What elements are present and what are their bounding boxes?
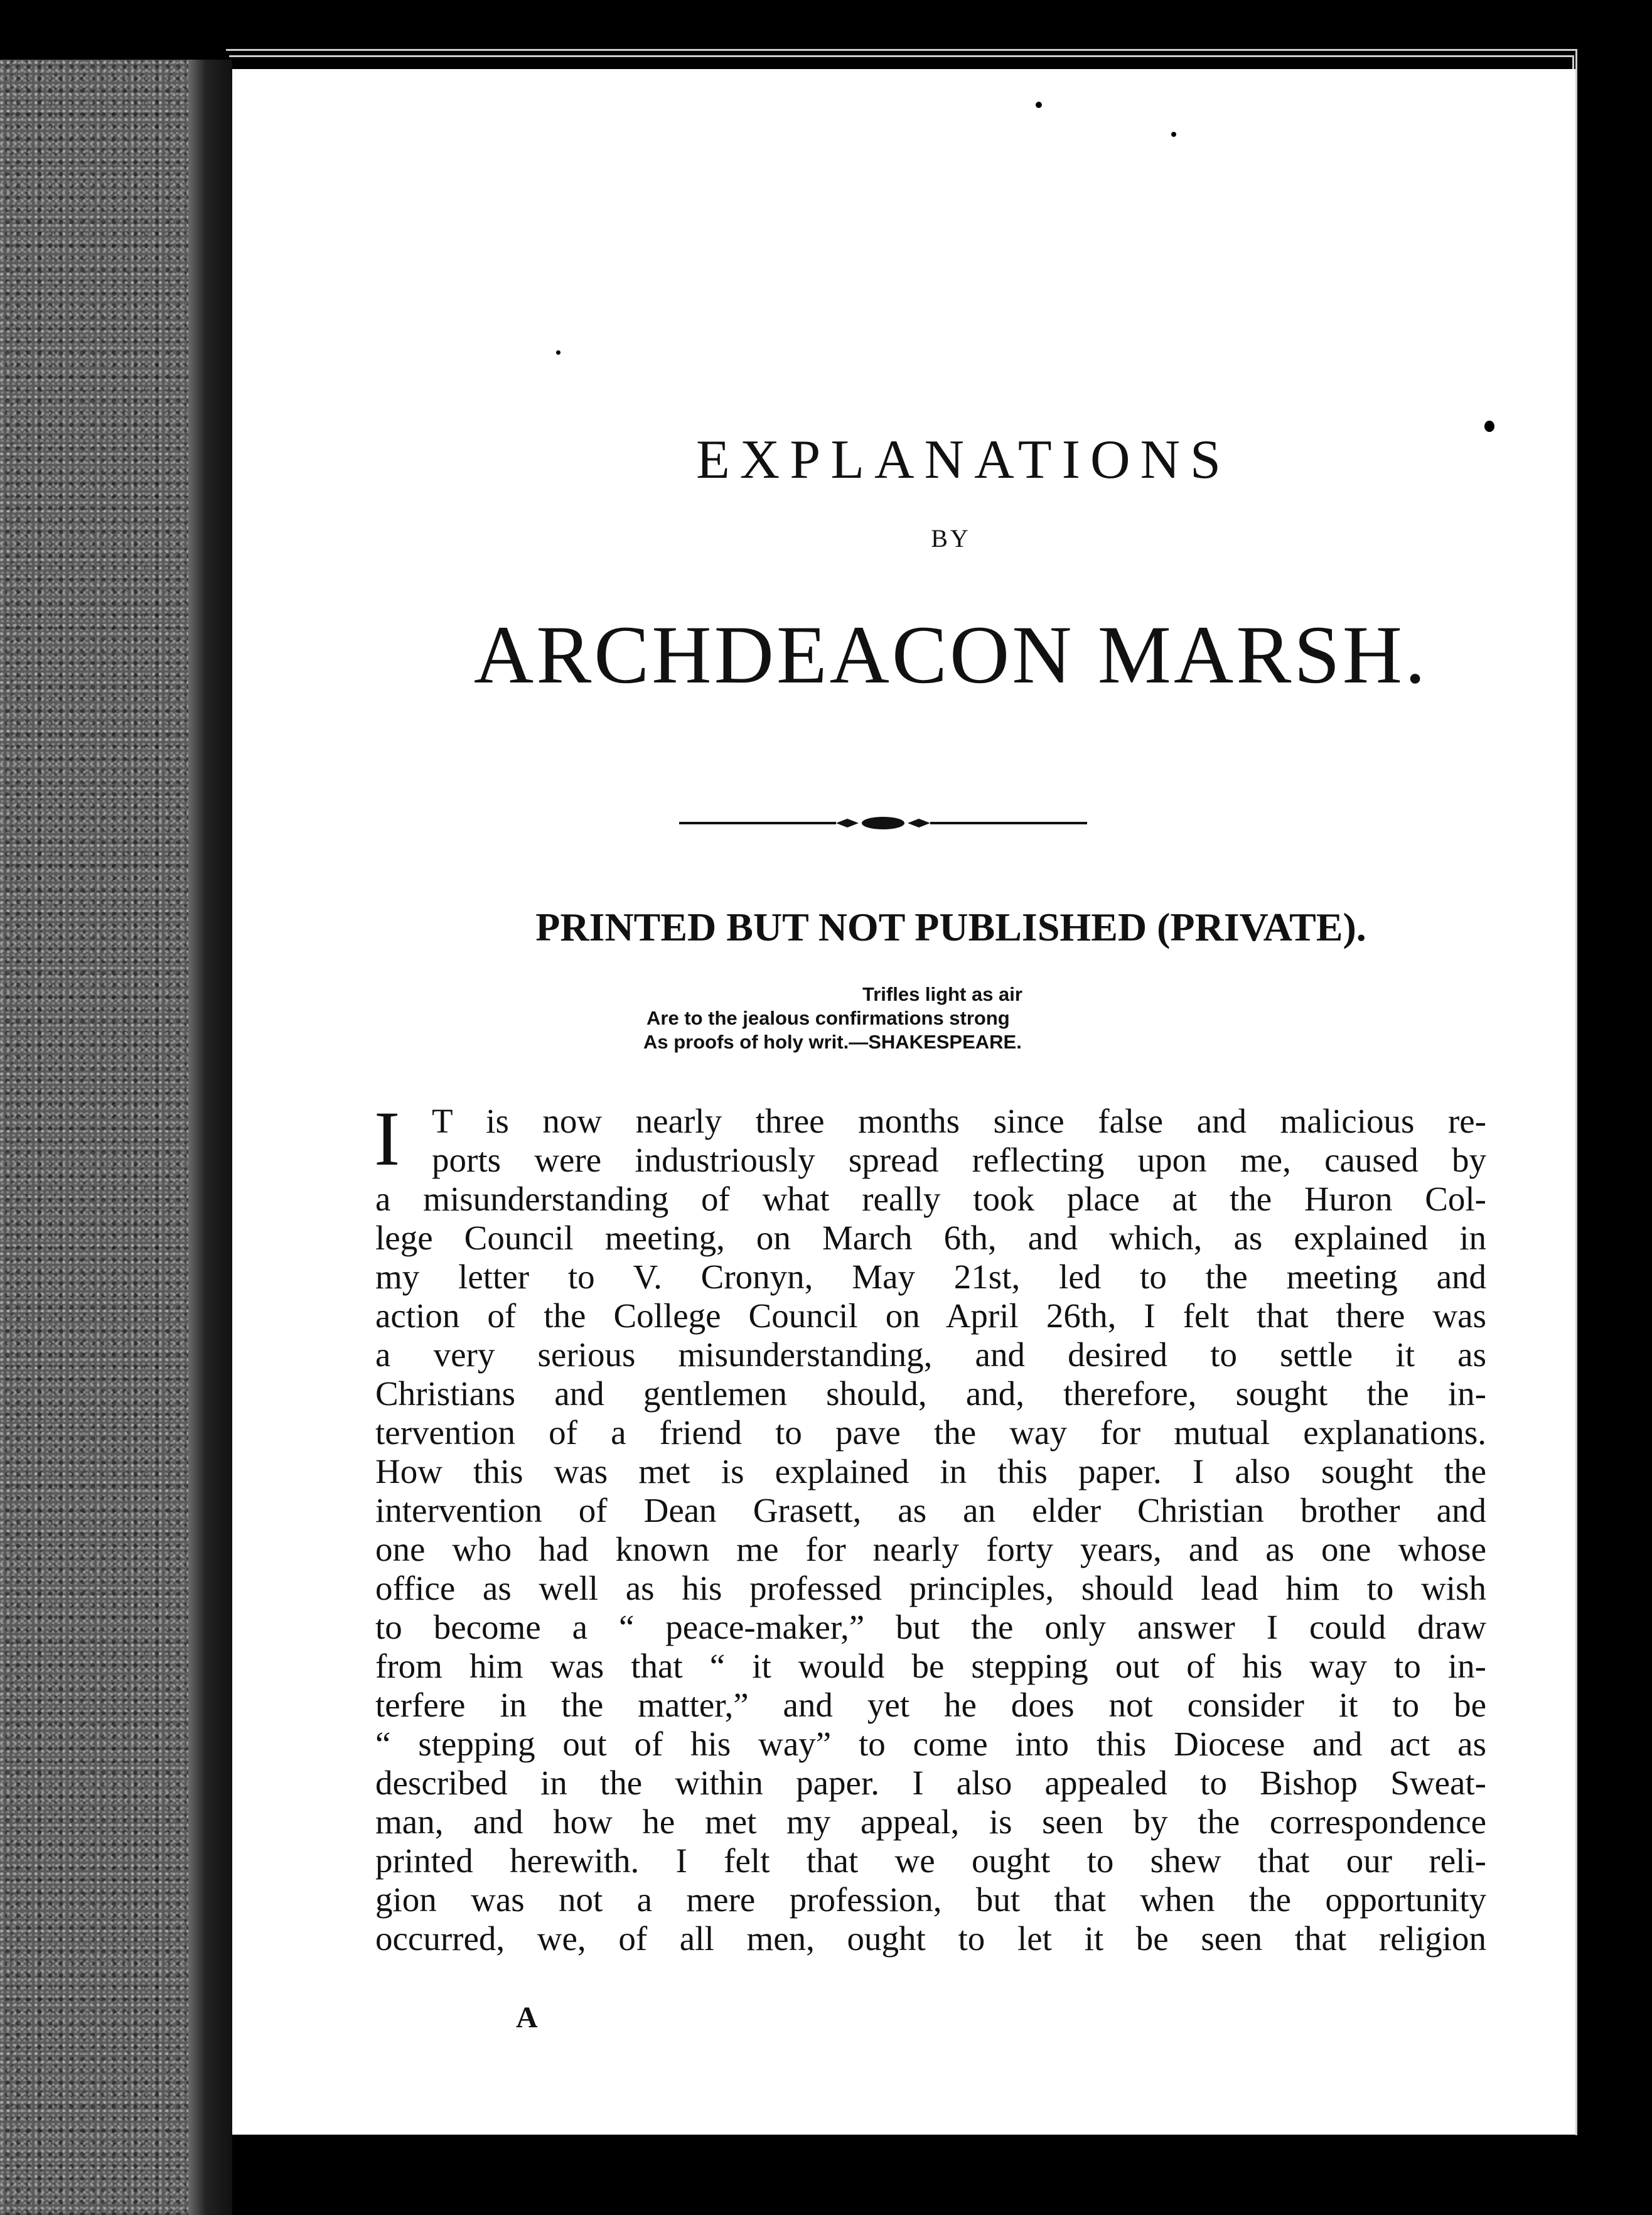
epigraph-line: Are to the jealous confirmations strong: [646, 1007, 1010, 1029]
signature-mark: A: [516, 2001, 538, 2034]
body-line: lege Council meeting, on March 6th, and which, as explained in: [375, 1219, 1486, 1257]
body-line: terfere in the matter,” and yet he does not consider it to be: [375, 1686, 1486, 1724]
body-line: ports were industriously spread reflecting upon me, caused by: [432, 1141, 1486, 1179]
body-line: “ stepping out of his way” to come into this Diocese and act as: [375, 1725, 1486, 1763]
body-line: T is now nearly three months since false and malicious re-: [432, 1102, 1486, 1140]
body-line: my letter to V. Cronyn, May 21st, led to the meeting and: [375, 1258, 1486, 1296]
epigraph-line: As proofs of holy writ.—SHAKESPEARE.: [643, 1031, 1022, 1053]
body-line: a misunderstanding of what really took place at the Huron Col-: [375, 1180, 1486, 1218]
decorative-rule-ornament: [679, 814, 1087, 833]
body-line: intervention of Dean Grasett, as an elder Christian brother and: [375, 1491, 1486, 1529]
body-line: a very serious misunderstanding, and desired to settle it as: [375, 1335, 1486, 1374]
body-line: office as well as his professed principles, should lead him to wish: [375, 1569, 1486, 1607]
body-line: Christians and gentlemen should, and, therefore, sought the in-: [375, 1374, 1486, 1413]
body-line: How this was met is explained in this paper. I also sought the: [375, 1452, 1486, 1490]
ink-speck: [556, 350, 560, 355]
body-line: man, and how he met my appeal, is seen by the correspondence: [375, 1803, 1486, 1841]
body-line: tervention of a friend to pave the way for mutual explanations.: [375, 1413, 1486, 1452]
title-archdeacon-marsh: ARCHDEACON MARSH.: [473, 608, 1429, 701]
drop-cap: I: [374, 1096, 400, 1182]
body-line: to become a “ peace-maker,” but the only answer I could draw: [375, 1608, 1486, 1646]
body-line: printed herewith. I felt that we ought to shew that our reli-: [375, 1841, 1486, 1880]
body-paragraph: [374, 1096, 1486, 1958]
epigraph-line: Trifles light as air: [862, 983, 1022, 1005]
body-line: from him was that “ it would be stepping out of his way to in-: [375, 1647, 1486, 1685]
body-line: occurred, we, of all men, ought to let it be seen that religion: [375, 1919, 1486, 1958]
body-line: described in the within paper. I also appealed to Bishop Sweat-: [375, 1764, 1486, 1802]
body-line: gion was not a mere profession, but that when the opportunity: [375, 1880, 1486, 1919]
body-line: action of the College Council on April 26th, I felt that there was: [375, 1296, 1486, 1335]
scan-bottom-edge: [232, 2135, 1575, 2215]
title-explanations: EXPLANATIONS: [696, 429, 1231, 490]
body-line: one who had known me for nearly forty years, and as one whose: [375, 1530, 1486, 1568]
ink-speck: [1171, 132, 1176, 137]
title-by: BY: [931, 524, 971, 552]
marbled-cover: [0, 60, 217, 2215]
ink-speck: [1036, 102, 1042, 108]
document-page: [232, 69, 1575, 2135]
subtitle-printed-private: PRINTED BUT NOT PUBLISHED (PRIVATE).: [535, 905, 1366, 949]
